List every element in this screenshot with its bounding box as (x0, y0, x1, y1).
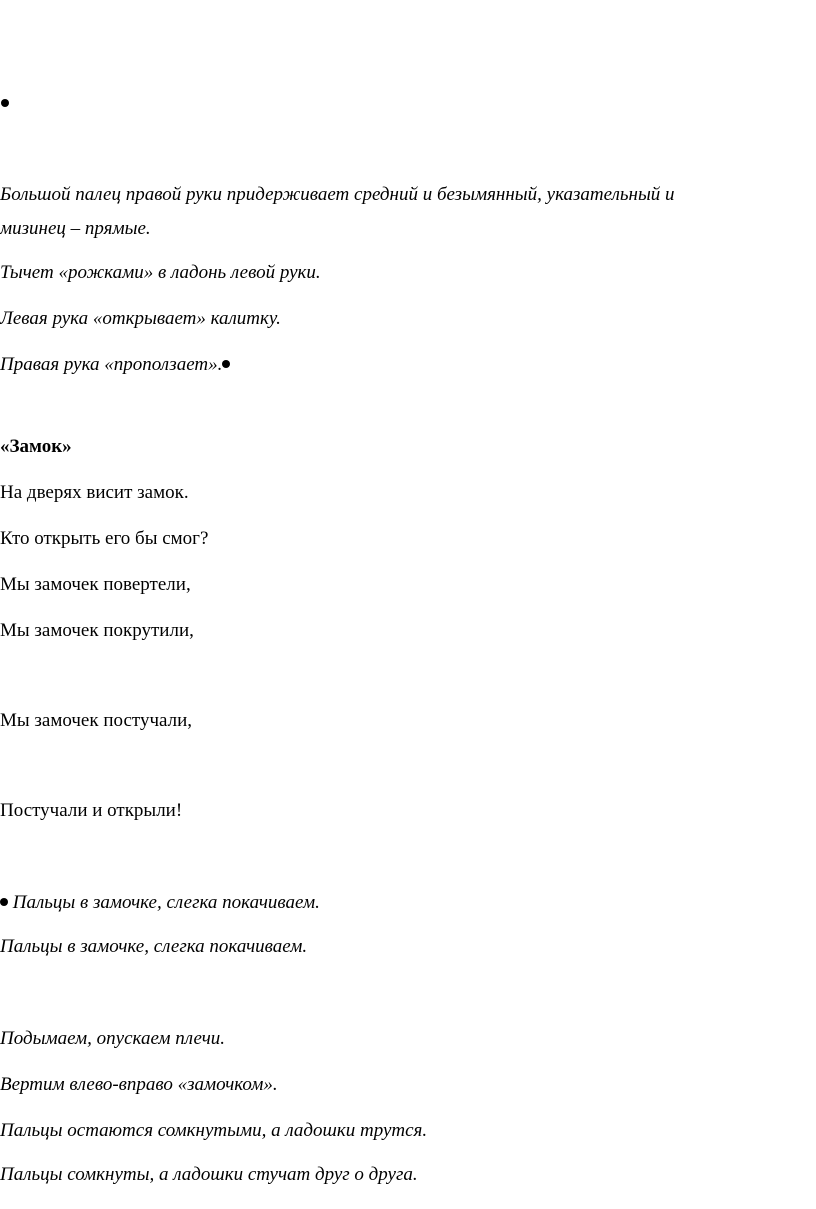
poem-line: Мы замочек повертели, (0, 574, 191, 595)
instruction-line: мизинец – прямые. (0, 218, 151, 239)
instruction-line: Большой палец правой руки придерживает средний и безымянный, указательный и (0, 184, 675, 205)
instruction-line: Пальцы в замочке, слегка покачиваем. (0, 936, 308, 957)
poem-line: Мы замочек покрутили, (0, 620, 194, 641)
poem-line: Кто открыть его бы смог? (0, 528, 209, 549)
instruction-line (0, 354, 230, 376)
poem-line: На дверях висит замок. (0, 482, 189, 503)
instruction-text: Пальцы в замочке, слегка покачиваем. (12, 892, 320, 913)
instruction-line: Левая рука «открывает» калитку. (0, 308, 281, 329)
bullet-icon (1, 99, 9, 107)
instruction-line: Вертим влево-вправо «замочком». (0, 1074, 278, 1095)
instruction-line: Пальцы сомкнуты, а ладошки стучат друг о друга. (0, 1164, 418, 1185)
bullet-icon (0, 898, 8, 906)
instruction-line (0, 892, 320, 914)
poem-line: Мы замочек постучали, (0, 710, 193, 731)
poem-title: «Замок» (0, 436, 72, 457)
poem-line: Постучали и открыли! (0, 800, 183, 821)
instruction-line: Тычет «рожками» в ладонь левой руки. (0, 262, 321, 283)
instruction-text: Правая рука «проползает». (0, 354, 223, 375)
instruction-line: Пальцы остаются сомкнутыми, а ладошки трутся. (0, 1120, 428, 1141)
bullet-icon (222, 360, 230, 368)
instruction-line: Подымаем, опускаем плечи. (0, 1028, 226, 1049)
